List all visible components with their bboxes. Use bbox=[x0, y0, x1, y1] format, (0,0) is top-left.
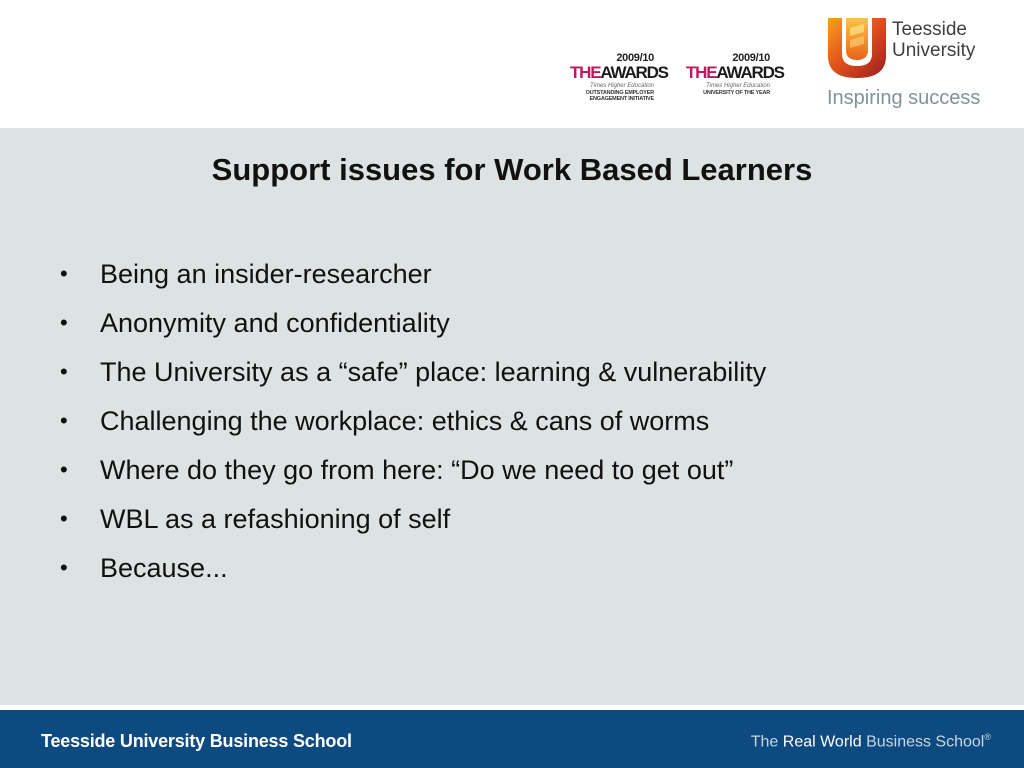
bullet-icon: • bbox=[60, 408, 68, 433]
award-title: THEAWARDS bbox=[686, 63, 784, 82]
bullet-list bbox=[56, 254, 996, 597]
bullet-item: • Anonymity and confidentiality bbox=[56, 303, 996, 352]
award-year: 2009/10 bbox=[732, 52, 770, 64]
bullet-item: • WBL as a refashioning of self bbox=[56, 499, 996, 548]
footer-slogan: The Real World Business School® bbox=[750, 732, 991, 751]
bullet-icon: • bbox=[60, 506, 68, 531]
bullet-item: • Where do they go from here: “Do we need to get out” bbox=[56, 450, 996, 499]
award-title: THEAWARDS bbox=[570, 63, 668, 82]
teesside-u-logo-icon bbox=[826, 14, 888, 80]
award-category: UNIVERSITY OF THE YEAR bbox=[703, 90, 770, 96]
award-subtitle: Times Higher Education bbox=[590, 83, 654, 89]
bullet-icon: • bbox=[60, 359, 68, 384]
bullet-item: • The University as a “safe” place: learning & vulnerability bbox=[56, 352, 996, 401]
bullet-icon: • bbox=[60, 457, 68, 482]
bullet-item: • Because... bbox=[56, 548, 996, 597]
award-year: 2009/10 bbox=[616, 52, 654, 64]
registered-mark: ® bbox=[984, 732, 991, 742]
bullet-item: • Being an insider-researcher bbox=[56, 254, 996, 303]
award-badge-employer-engagement bbox=[568, 52, 668, 112]
university-name: Teesside University bbox=[892, 19, 976, 61]
footer-school-name: Teesside University Business School bbox=[41, 731, 352, 751]
university-tagline: Inspiring success bbox=[827, 87, 981, 109]
award-subtitle: Times Higher Education bbox=[706, 83, 770, 89]
bullet-item: • Challenging the workplace: ethics & cans of worms bbox=[56, 401, 996, 450]
slide-title: Support issues for Work Based Learners bbox=[211, 152, 813, 187]
bullet-icon: • bbox=[60, 261, 68, 286]
award-badge-university-of-year bbox=[684, 52, 784, 112]
bullet-icon: • bbox=[60, 555, 68, 580]
award-category: OUTSTANDING EMPLOYER ENGAGEMENT INITIATIVE bbox=[585, 90, 654, 102]
slide-footer bbox=[0, 710, 1024, 768]
bullet-icon: • bbox=[60, 310, 68, 335]
slide-header bbox=[0, 0, 1024, 128]
